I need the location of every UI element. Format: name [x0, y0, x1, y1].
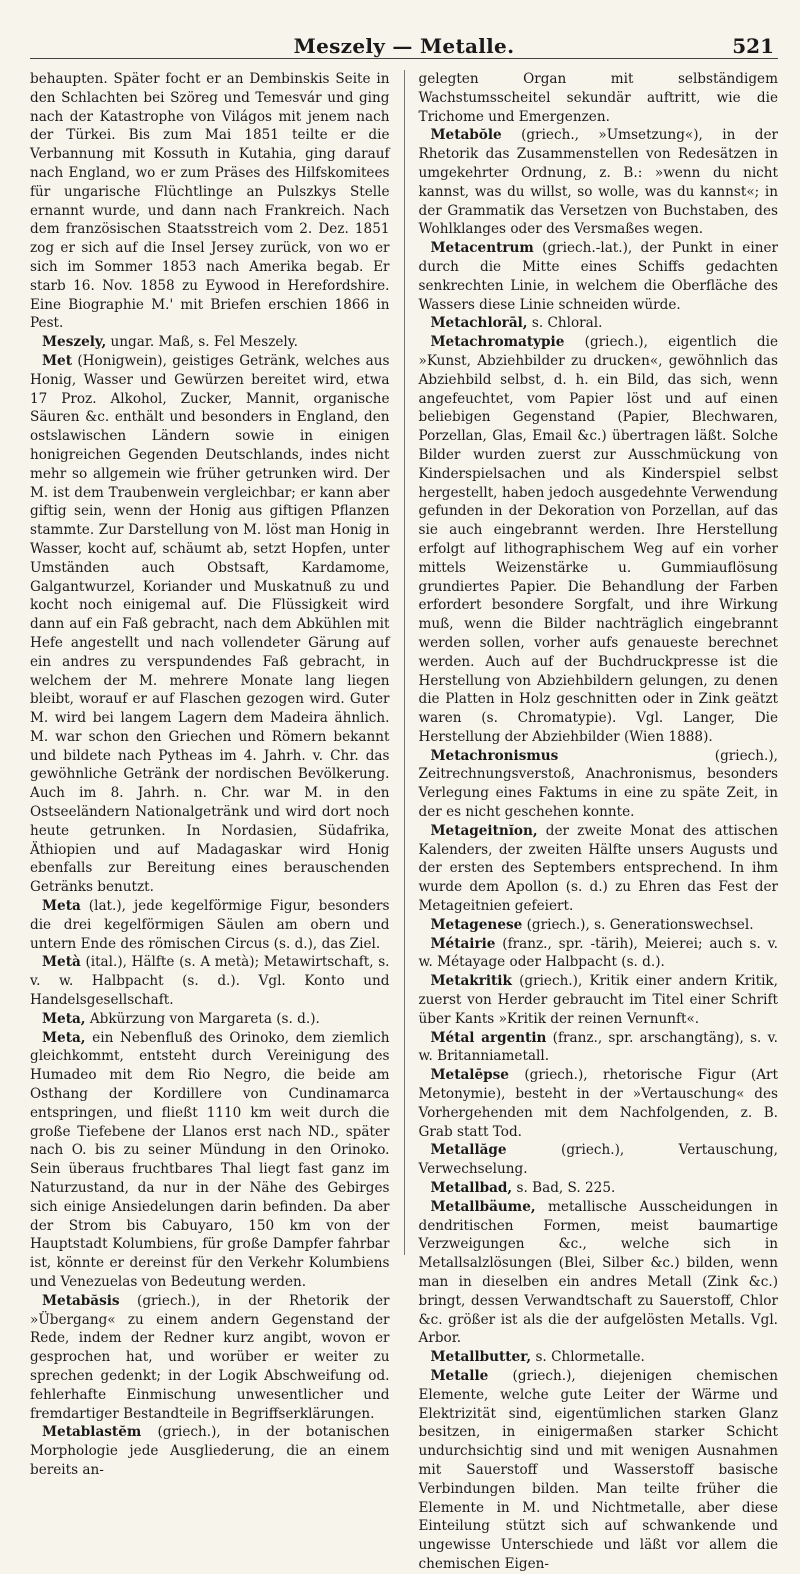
dictionary-entry [30, 953, 390, 1009]
entry-text: (griech.), rhetorische Figur (Art Metonymie), besteht in der »Vertauschung« des Vorhergehenden mit dem Nachfolgenden, z. B. Grab statt Tod. [418, 1067, 778, 1140]
entry-headword: Metallăge [430, 1142, 507, 1159]
dictionary-entry [419, 314, 779, 333]
left-column [30, 70, 390, 1478]
dictionary-entry [419, 935, 779, 973]
entry-headword: Meszely, [42, 334, 107, 351]
entry-headword: Métal argentin [430, 1029, 547, 1046]
entry-headword: Metalēpse [430, 1067, 509, 1084]
entry-headword: Metallbäume, [430, 1198, 536, 1215]
dictionary-entry [419, 822, 779, 916]
dictionary-entry [419, 239, 779, 314]
continuation-paragraph: behaupten. Später focht er an Dembinskis Seite in den Schlachten bei Szöreg und Temesvár und ging nach der Katastrophe von Világos mit jenem nach der Türkei. Bis zum Mai 1851 teilte er die Verbannung mit Kossuth in Kutahia, ging darauf nach England, wo er zum Präses des Hilfskomitees für ungarische Flüchtlinge an Pulszkys Stelle ernannt wurde, und dann nach Frankreich. Nach dem französischen Staatsstreich vom 2. Dez. 1851 zog er sich auf die Insel Jersey zurück, von wo er sich im Sommer 1853 nach Amerika begab. Er starb 16. Nov. 1858 zu Eywood in Herefordshire. Eine Biographie M.' mit Briefen erschien 1866 in Pest. [30, 71, 390, 332]
entry-text: Abkürzung von Margareta (s. d.). [85, 1010, 320, 1027]
entry-text: (ital.), Hälfte (s. A metà); Metawirtschaft, s. v. w. Halbpacht (s. d.). Vgl. Konto und Handelsgesellschaft. [30, 954, 390, 1009]
entry-text: (griech.), s. Generationswechsel. [522, 916, 754, 933]
dictionary-entry [30, 352, 390, 897]
left-entries [30, 333, 390, 1480]
dictionary-entry [419, 333, 779, 747]
entry-headword: Meta [42, 898, 81, 915]
entry-text: (griech.), diejenigen chemischen Elemente, welche gute Leiter der Wärme und Elektrizität sind, eigentümlichen starken Glanz besitzen, in einigermaßen starker Schicht undurchsichtig sind und mit wenigen Ausnahmen mit Sauerstoff und Wasserstoff basische Verbindungen bilden. Man teilte früher die Elemente in M. und Nichtmetalle, aber diese Einteilung stützt sich auf schwankende und ungewisse Unterschiede und läßt vor allem die chemischen Eigen- [418, 1367, 778, 1572]
entry-text: ein Nebenfluß des Orinoko, dem ziemlich gleichkommt, entsteht durch Vereinigung des Humadeo mit dem Rio Negro, die beide am Osthang der Kordillere von Cundinamarca entspringen, und fließt 1110 km weit durch die große Tiefebene der Llanos erst nach ND., später nach O. bis zu seiner Mündung in den Orinoko. Sein überaus fruchtbares Thal liegt fast ganz im Naturzustand, da nur in der Nähe des Gebirges sich einige Ansiedelungen darin befinden. Da aber der Strom bis Cabuyaro, 150 km von der Hauptstadt Kolumbiens, für große Dampfer fahrbar ist, könnte er dereinst für den Verkehr Kolumbiens und Venezuelas von Bedeutung werden. [30, 1029, 390, 1290]
right-column [418, 70, 779, 1572]
dictionary-entry [419, 1066, 779, 1141]
dictionary-entry [419, 1141, 779, 1179]
entry-text: (griech.), eigentlich die »Kunst, Abziehbilder zu drucken«, gewöhnlich das Abziehbild selbst, d. h. ein Bild, das sich, wenn angefeuchtet, vom Papier löst und auf einen beliebigen Gegenstand (Papier, Blechwaren, Porzellan, Glas, Email &c.) übertragen läßt. Solche Bilder wurden zuerst zur Ausschmückung von Kinderspielsachen und als Kinderspiel selbst hergestellt, haben jedoch ausgedehnte Verwendung gefunden in der Dekoration von Porzellan, auf das sie auch eingebrannt werden. Ihre Herstellung erfolgt auf lithographischem Weg auf ein vorher mittels Weizenstärke u. Gummiauflösung grundiertes Papier. Die Behandlung der Farben erfordert besondere Sorgfalt, und ihre Wirkung muß, wenn die Bilder nachträglich eingebrannt werden sollen, vorher aufs genaueste berechnet werden. Auch auf der Buchdruckpresse ist die Herstellung von Abziehbildern gelungen, zu denen die Platten in Holz geschnitten oder in Zink geätzt waren (s. Chromatypie). Vgl. Langer, Die Herstellung der Abziehbilder (Wien 1888). [418, 334, 778, 745]
entry-headword: Metablastĕm [42, 1424, 142, 1441]
entry-headword: Meta, [42, 1010, 86, 1027]
entry-text: (franz., spr. arschangtäng), s. v. w. Britanniametall. [418, 1029, 778, 1065]
entry-headword: Metallbad, [430, 1180, 513, 1197]
entry-text: (griech.), in der Rhetorik der »Übergang« zu einem andern Gegenstand der Rede, indem der Redner kurz angibt, wovon er gesprochen hat, und worüber er weiter zu sprechen gedenkt; in der Logik Abschweifung od. fehlerhafte Einmischung unwesentlicher und fremdartiger Bestandteile in Begriffserklärungen. [30, 1292, 390, 1422]
page-title: Meszely — Metalle. [293, 34, 515, 58]
entry-text: metallische Ausscheidungen in dendritischen Formen, meist baumartige Verzweigungen &c., welche sich in Metallsalzlösungen (Blei, Silber &c.) bilden, wenn man in dieselben ein andres Metall (Zink &c.) bringt, dessen Verwandtschaft zu Sauerstoff, Chlor &c. größer ist als die der aufgelösten Metalls. Vgl. Arbor. [418, 1198, 778, 1347]
entry-text: s. Chloral. [527, 315, 603, 332]
dictionary-entry [419, 1367, 779, 1574]
dictionary-entry [30, 1010, 390, 1029]
entry-headword: Metachronismus [430, 747, 559, 764]
dictionary-entry [30, 1423, 390, 1479]
entry-text: s. Chlormetalle. [531, 1349, 645, 1366]
entry-text: (franz., spr. -tärih), Meierei; auch s. v. w. Métayage oder Halbpacht (s. d.). [418, 935, 778, 971]
entry-headword: Metagenese [430, 916, 523, 933]
entry-text: ungar. Maß, s. Fel Meszely. [106, 334, 298, 351]
entry-text: (Honigwein), geistiges Getränk, welches aus Honig, Wasser und Gewürzen bereitet wird, etwa 17 Proz. Alkohol, Zucker, Mannit, organische Säuren &c. enthält und besonders in England, den ostslawischen Ländern sowie in einigen honigreichen Gegenden Deutschlands, indes nicht mehr so allgemein wie früher getrunken wird. Der M. ist dem Traubenwein vergleichbar; er kann aber giftig sein, wenn der Honig aus giftigen Pflanzen stammte. Zur Darstellung von M. löst man Honig in Wasser, kocht auf, schäumt ab, setzt Hopfen, unter Umständen auch Obstsaft, Kardamome, Galgantwurzel, Koriander und Muskatnuß zu und kocht noch einigemal auf. Die Flüssigkeit wird dann auf ein Faß gebracht, nach dem Abkühlen mit Hefe angestellt und nach vollendeter Gärung auf ein andres zu verspundendes Faß gebracht, in welchem der M. mehrere Monate lang liegen bleibt, worauf er auf Flaschen gezogen wird. Guter M. wird bei langem Lagern dem Madeira ähnlich. M. war schon den Griechen und Römern bekannt und bildete nach Pytheas im 4. Jahrh. v. Chr. das gewöhnliche Getränk der nordischen Bevölkerung. Auch im 8. Jahrh. n. Chr. war M. in den Ostseeländern Nationalgetränk und wird dort noch heute getrunken. In Nordasien, Südafrika, Äthiopien und auf Madagaskar wird Honig ebenfalls zur Bereitung eines berauschenden Getränks benutzt. [30, 352, 390, 896]
entry-text: (griech., »Umsetzung«), in der Rhetorik das Zusammenstellen von Redesätzen in umgekehrter Ordnung, z. B.: »wenn du nicht kannst, was du willst, so wolle, was du kannst«; in der Grammatik das Versetzen von Buchstaben, des Wohlklanges oder des Versmaßes wegen. [418, 127, 778, 238]
continuation-paragraph: gelegten Organ mit selbständigem Wachstumsscheitel sekundär auftritt, wie die Trichome und Emergenzen. [418, 71, 778, 125]
entry-headword: Met [42, 352, 72, 369]
entry-text: (lat.), jede kegelförmige Figur, besonders die drei kegelförmigen Säulen am obern und untern Ende des römischen Circus (s. d.), das Ziel. [30, 898, 390, 952]
entry-headword: Metallbutter, [430, 1349, 532, 1366]
entry-text: (griech.), Kritik einer andern Kritik, zuerst von Herder gebraucht im Titel einer Schrift über Kants »Kritik der reinen Vernunft«. [418, 973, 778, 1027]
column-divider [404, 70, 405, 1255]
dictionary-entry [419, 972, 779, 1028]
entry-headword: Métairie [430, 935, 496, 952]
dictionary-entry [419, 126, 779, 239]
entry-headword: Metakritik [430, 973, 512, 990]
dictionary-entry [30, 1029, 390, 1292]
dictionary-entry [419, 1198, 779, 1348]
right-entries [419, 126, 779, 1573]
dictionary-entry [419, 916, 779, 935]
entry-text: (griech.-lat.), der Punkt in einer durch die Mitte eines Schiffs gedachten senkrechten Linie, in welchem die Oberfläche des Wassers diese Linie schneiden würde. [418, 240, 778, 313]
dictionary-entry [419, 1029, 779, 1067]
entry-headword: Metageitnĭon, [430, 822, 538, 839]
entry-text: (griech.), in der botanischen Morphologie jede Ausgliederung, die an einem bereits an- [30, 1424, 390, 1478]
dictionary-entry [30, 333, 390, 352]
entry-headword: Metachromatypie [430, 334, 565, 351]
running-head [30, 30, 778, 59]
dictionary-entry [419, 1348, 779, 1367]
dictionary-entry [30, 897, 390, 953]
dictionary-entry [419, 1179, 779, 1198]
entry-headword: Meta, [42, 1029, 86, 1046]
entry-headword: Metalle [430, 1367, 489, 1384]
entry-text: (griech.), Vertauschung, Verwechselung. [418, 1142, 778, 1178]
entry-headword: Metà [42, 954, 81, 971]
entry-text: s. Bad, S. 225. [512, 1180, 616, 1197]
page-number: 521 [732, 34, 774, 58]
entry-text: (griech.), Zeitrechnungsverstoß, Anachronismus, besonders Verlegung eines Faktums in eine zu späte Zeit, in der es nicht geschehen konnte. [418, 747, 778, 821]
dictionary-entry [30, 1292, 390, 1424]
entry-headword: Metacentrum [430, 240, 534, 257]
text-columns [30, 70, 778, 1572]
entry-headword: Metachlorāl, [430, 315, 528, 332]
entry-headword: Metabŏle [430, 127, 502, 144]
entry-text: der zweite Monat des attischen Kalenders, der zweiten Hälfte unsers Augusts und der ersten des Septembers entsprechend. In ihm wurde dem Apollon (s. d.) zu Ehren das Fest der Metageitnien gefeiert. [418, 822, 778, 915]
entry-headword: Metabăsis [42, 1292, 120, 1309]
dictionary-entry [419, 747, 779, 822]
